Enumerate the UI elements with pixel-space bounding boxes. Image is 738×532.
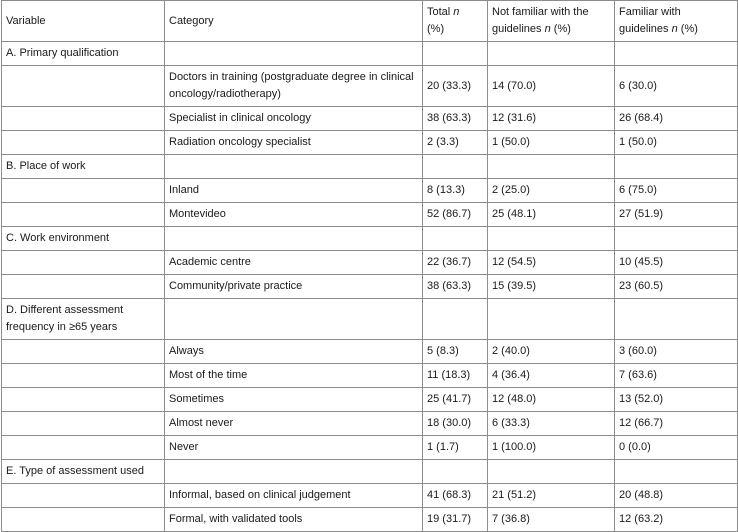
section-title: E. Type of assessment used bbox=[2, 460, 165, 484]
table-row bbox=[2, 203, 738, 227]
not-familiar-cell: 15 (39.5) bbox=[488, 275, 615, 299]
table-row bbox=[2, 412, 738, 436]
category-cell: Academic centre bbox=[165, 251, 423, 275]
header-not-familiar-pct: (%) bbox=[550, 23, 571, 35]
empty-cell bbox=[423, 460, 488, 484]
table-row bbox=[2, 251, 738, 275]
table-row bbox=[2, 364, 738, 388]
table-row bbox=[2, 484, 738, 508]
empty-cell bbox=[423, 42, 488, 66]
total-cell: 22 (36.7) bbox=[423, 251, 488, 275]
category-cell: Informal, based on clinical judgement bbox=[165, 484, 423, 508]
category-cell: Montevideo bbox=[165, 203, 423, 227]
familiar-cell: 13 (52.0) bbox=[615, 388, 738, 412]
header-total-text: Total bbox=[427, 6, 454, 18]
header-familiar-text: Familiar with guidelines bbox=[619, 6, 681, 35]
not-familiar-cell: 21 (51.2) bbox=[488, 484, 615, 508]
familiar-cell: 6 (75.0) bbox=[615, 179, 738, 203]
category-cell: Sometimes bbox=[165, 388, 423, 412]
header-familiar-pct: (%) bbox=[677, 23, 698, 35]
empty-cell bbox=[2, 436, 165, 460]
header-familiar-n: n bbox=[671, 23, 678, 35]
empty-cell bbox=[2, 203, 165, 227]
total-cell: 1 (1.7) bbox=[423, 436, 488, 460]
section-row bbox=[2, 227, 738, 251]
empty-cell bbox=[2, 340, 165, 364]
empty-cell bbox=[165, 155, 423, 179]
table-row bbox=[2, 275, 738, 299]
familiar-cell: 3 (60.0) bbox=[615, 340, 738, 364]
total-cell: 52 (86.7) bbox=[423, 203, 488, 227]
familiar-cell: 7 (63.6) bbox=[615, 364, 738, 388]
category-cell: Most of the time bbox=[165, 364, 423, 388]
total-cell: 11 (18.3) bbox=[423, 364, 488, 388]
total-cell: 2 (3.3) bbox=[423, 131, 488, 155]
empty-cell bbox=[2, 251, 165, 275]
familiar-cell: 12 (63.2) bbox=[615, 508, 738, 532]
empty-cell bbox=[2, 131, 165, 155]
not-familiar-cell: 25 (48.1) bbox=[488, 203, 615, 227]
not-familiar-cell: 12 (54.5) bbox=[488, 251, 615, 275]
empty-cell bbox=[615, 155, 738, 179]
table-row bbox=[2, 436, 738, 460]
category-cell: Radiation oncology specialist bbox=[165, 131, 423, 155]
total-cell: 38 (63.3) bbox=[423, 275, 488, 299]
category-cell: Specialist in clinical oncology bbox=[165, 107, 423, 131]
familiar-cell: 1 (50.0) bbox=[615, 131, 738, 155]
empty-cell bbox=[615, 42, 738, 66]
header-not-familiar bbox=[488, 1, 615, 42]
total-cell: 25 (41.7) bbox=[423, 388, 488, 412]
total-cell: 41 (68.3) bbox=[423, 484, 488, 508]
table-row bbox=[2, 66, 738, 107]
empty-cell bbox=[423, 155, 488, 179]
table-row bbox=[2, 107, 738, 131]
empty-cell bbox=[2, 275, 165, 299]
familiar-cell: 23 (60.5) bbox=[615, 275, 738, 299]
category-cell: Never bbox=[165, 436, 423, 460]
section-row bbox=[2, 299, 738, 340]
familiar-cell: 10 (45.5) bbox=[615, 251, 738, 275]
empty-cell bbox=[2, 107, 165, 131]
empty-cell bbox=[423, 299, 488, 340]
not-familiar-cell: 12 (48.0) bbox=[488, 388, 615, 412]
not-familiar-cell: 12 (31.6) bbox=[488, 107, 615, 131]
familiar-cell: 27 (51.9) bbox=[615, 203, 738, 227]
total-cell: 8 (13.3) bbox=[423, 179, 488, 203]
section-title: A. Primary qualification bbox=[2, 42, 165, 66]
not-familiar-cell: 14 (70.0) bbox=[488, 66, 615, 107]
header-category: Category bbox=[165, 1, 423, 42]
header-total bbox=[423, 1, 488, 42]
familiar-cell: 20 (48.8) bbox=[615, 484, 738, 508]
not-familiar-cell: 1 (100.0) bbox=[488, 436, 615, 460]
table-row bbox=[2, 508, 738, 532]
empty-cell bbox=[165, 42, 423, 66]
section-row bbox=[2, 460, 738, 484]
header-total-pct: (%) bbox=[427, 23, 445, 35]
empty-cell bbox=[488, 227, 615, 251]
header-not-familiar-text: Not familiar with the guidelines bbox=[492, 6, 589, 35]
familiar-cell: 26 (68.4) bbox=[615, 107, 738, 131]
header-not-familiar-n: n bbox=[544, 23, 551, 35]
empty-cell bbox=[488, 42, 615, 66]
category-cell: Community/private practice bbox=[165, 275, 423, 299]
total-cell: 38 (63.3) bbox=[423, 107, 488, 131]
table-row bbox=[2, 131, 738, 155]
familiar-cell: 6 (30.0) bbox=[615, 66, 738, 107]
empty-cell bbox=[165, 227, 423, 251]
empty-cell bbox=[2, 484, 165, 508]
empty-cell bbox=[615, 227, 738, 251]
section-row bbox=[2, 42, 738, 66]
empty-cell bbox=[488, 460, 615, 484]
empty-cell bbox=[2, 66, 165, 107]
category-cell: Always bbox=[165, 340, 423, 364]
total-cell: 18 (30.0) bbox=[423, 412, 488, 436]
header-row bbox=[2, 1, 738, 42]
empty-cell bbox=[165, 460, 423, 484]
empty-cell bbox=[2, 364, 165, 388]
not-familiar-cell: 2 (40.0) bbox=[488, 340, 615, 364]
empty-cell bbox=[2, 412, 165, 436]
table-row bbox=[2, 340, 738, 364]
section-title: B. Place of work bbox=[2, 155, 165, 179]
total-cell: 20 (33.3) bbox=[423, 66, 488, 107]
empty-cell bbox=[423, 227, 488, 251]
empty-cell bbox=[488, 299, 615, 340]
not-familiar-cell: 4 (36.4) bbox=[488, 364, 615, 388]
empty-cell bbox=[2, 179, 165, 203]
header-total-n: n bbox=[453, 6, 460, 18]
section-title: C. Work environment bbox=[2, 227, 165, 251]
section-row bbox=[2, 155, 738, 179]
empty-cell bbox=[615, 460, 738, 484]
survey-results-table bbox=[1, 0, 738, 532]
empty-cell bbox=[488, 155, 615, 179]
total-cell: 5 (8.3) bbox=[423, 340, 488, 364]
category-cell: Doctors in training (postgraduate degree in clinical oncology/radiotherapy) bbox=[165, 66, 423, 107]
header-familiar bbox=[615, 1, 738, 42]
total-cell: 19 (31.7) bbox=[423, 508, 488, 532]
table-row bbox=[2, 179, 738, 203]
header-variable: Variable bbox=[2, 1, 165, 42]
not-familiar-cell: 1 (50.0) bbox=[488, 131, 615, 155]
not-familiar-cell: 2 (25.0) bbox=[488, 179, 615, 203]
empty-cell bbox=[2, 388, 165, 412]
not-familiar-cell: 6 (33.3) bbox=[488, 412, 615, 436]
empty-cell bbox=[615, 299, 738, 340]
empty-cell bbox=[2, 508, 165, 532]
familiar-cell: 12 (66.7) bbox=[615, 412, 738, 436]
category-cell: Almost never bbox=[165, 412, 423, 436]
not-familiar-cell: 7 (36.8) bbox=[488, 508, 615, 532]
category-cell: Formal, with validated tools bbox=[165, 508, 423, 532]
familiar-cell: 0 (0.0) bbox=[615, 436, 738, 460]
section-title: D. Different assessment frequency in ≥65 years bbox=[2, 299, 165, 340]
category-cell: Inland bbox=[165, 179, 423, 203]
table-row bbox=[2, 388, 738, 412]
empty-cell bbox=[165, 299, 423, 340]
